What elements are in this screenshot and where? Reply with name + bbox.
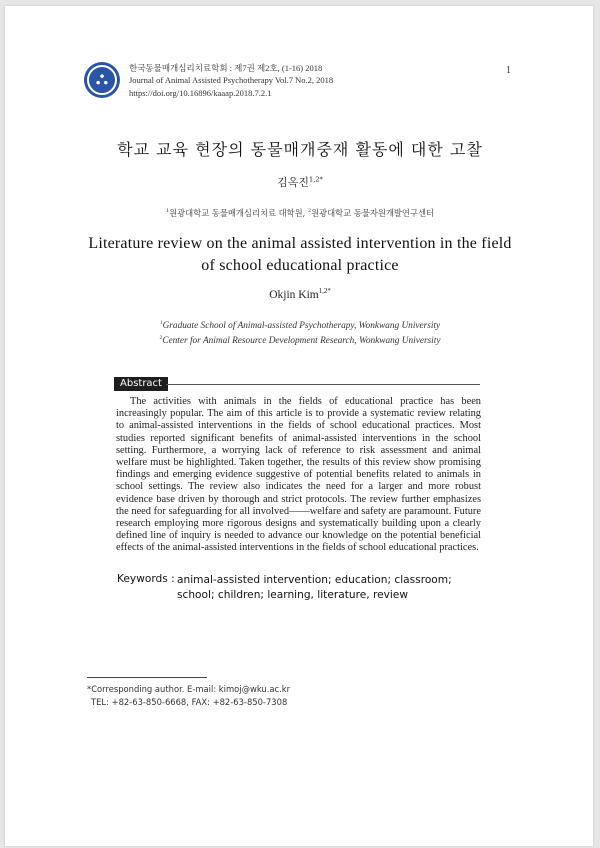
korean-author-sup: 1,2* (309, 175, 323, 184)
footnote-divider (87, 677, 207, 678)
english-author-sup: 1,2* (318, 288, 331, 296)
doi-link[interactable]: https://doi.org/10.16896/kaaap.2018.7.2.1 (129, 88, 272, 98)
korean-affiliations (0, 207, 600, 219)
abstract-divider (166, 384, 480, 385)
english-affil1-sup: 1 (159, 319, 163, 326)
english-title-line2: of school educational practice (201, 257, 399, 274)
korean-title: 학교 교육 현장의 동물매개중재 활동에 대한 고찰 (117, 140, 483, 159)
corresponding-author-footnote: *Corresponding author. E-mail: kimoj@wku.ac.kr (87, 684, 291, 694)
contact-footnote: TEL: +82-63-850-6668, FAX: +82-63-850-7308 (91, 697, 288, 707)
english-affiliation-2 (0, 336, 600, 346)
korean-affil2: 원광대학교 동물자원개발연구센터 (311, 208, 434, 218)
page-number: 1 (506, 65, 511, 76)
society-logo-icon (84, 62, 120, 98)
korean-author-name: 김옥진 (277, 176, 310, 189)
english-affil2-sup: 2 (159, 334, 163, 341)
korean-affil-sup1: 1 (165, 208, 170, 215)
english-author (0, 289, 600, 301)
abstract-label: Abstract (114, 377, 168, 391)
english-author-name: Okjin Kim (269, 289, 319, 301)
korean-journal-info: 한국동물매개심리치료학회 : 제7권 제2호, (1-16) 2018 (129, 63, 323, 73)
english-title-line1: Literature review on the animal assisted intervention in the field (88, 235, 512, 252)
keywords-label: Keywords : (117, 573, 175, 585)
korean-affil-sup2: 2 (307, 208, 312, 215)
abstract-text: The activities with animals in the fields of educational practice has been increasingly popular. The aim of this article is to provide a systematic review relating to animal-assisted interventions in the fields of school educational practices. Most studies reported significant benefits of animal-assisted interventions in the school setting. Furthermore, a worrying lack of reference to risk assessment and animal welfare must be highlighted. Taken together, the results of this review show promising findings and emerging evidence suggestive of potential benefits related to animals in school settings. The review also indicates the need for a larger and more robust evidence base driven by thorough and strict protocols. The review further emphasizes the need for safeguarding for all involved——welfare and safety are paramount. Future research employing more rigorous designs and systematically building upon a clearly defined line of inquiry is needed to advance our knowledge on the potential beneficial effects of the animal-assisted interventions in the fields of school educational practices. (116, 396, 481, 554)
keywords-text: animal-assisted intervention; education; classroom; school; children; learning, literature, review (177, 574, 452, 601)
korean-author (0, 174, 600, 190)
logo-glyph: ⛬ (96, 69, 108, 89)
english-affiliation-1 (0, 321, 600, 331)
english-affil1-text: Graduate School of Animal-assisted Psychotherapy, Wonkwang University (162, 321, 441, 331)
korean-affil1: 원광대학교 동물매개심리치료 대학원, (169, 208, 308, 218)
journal-info: Journal of Animal Assisted Psychotherapy Vol.7 No.2, 2018 (129, 75, 334, 85)
english-affil2-text: Center for Animal Resource Development Research, Wonkwang University (162, 336, 441, 346)
